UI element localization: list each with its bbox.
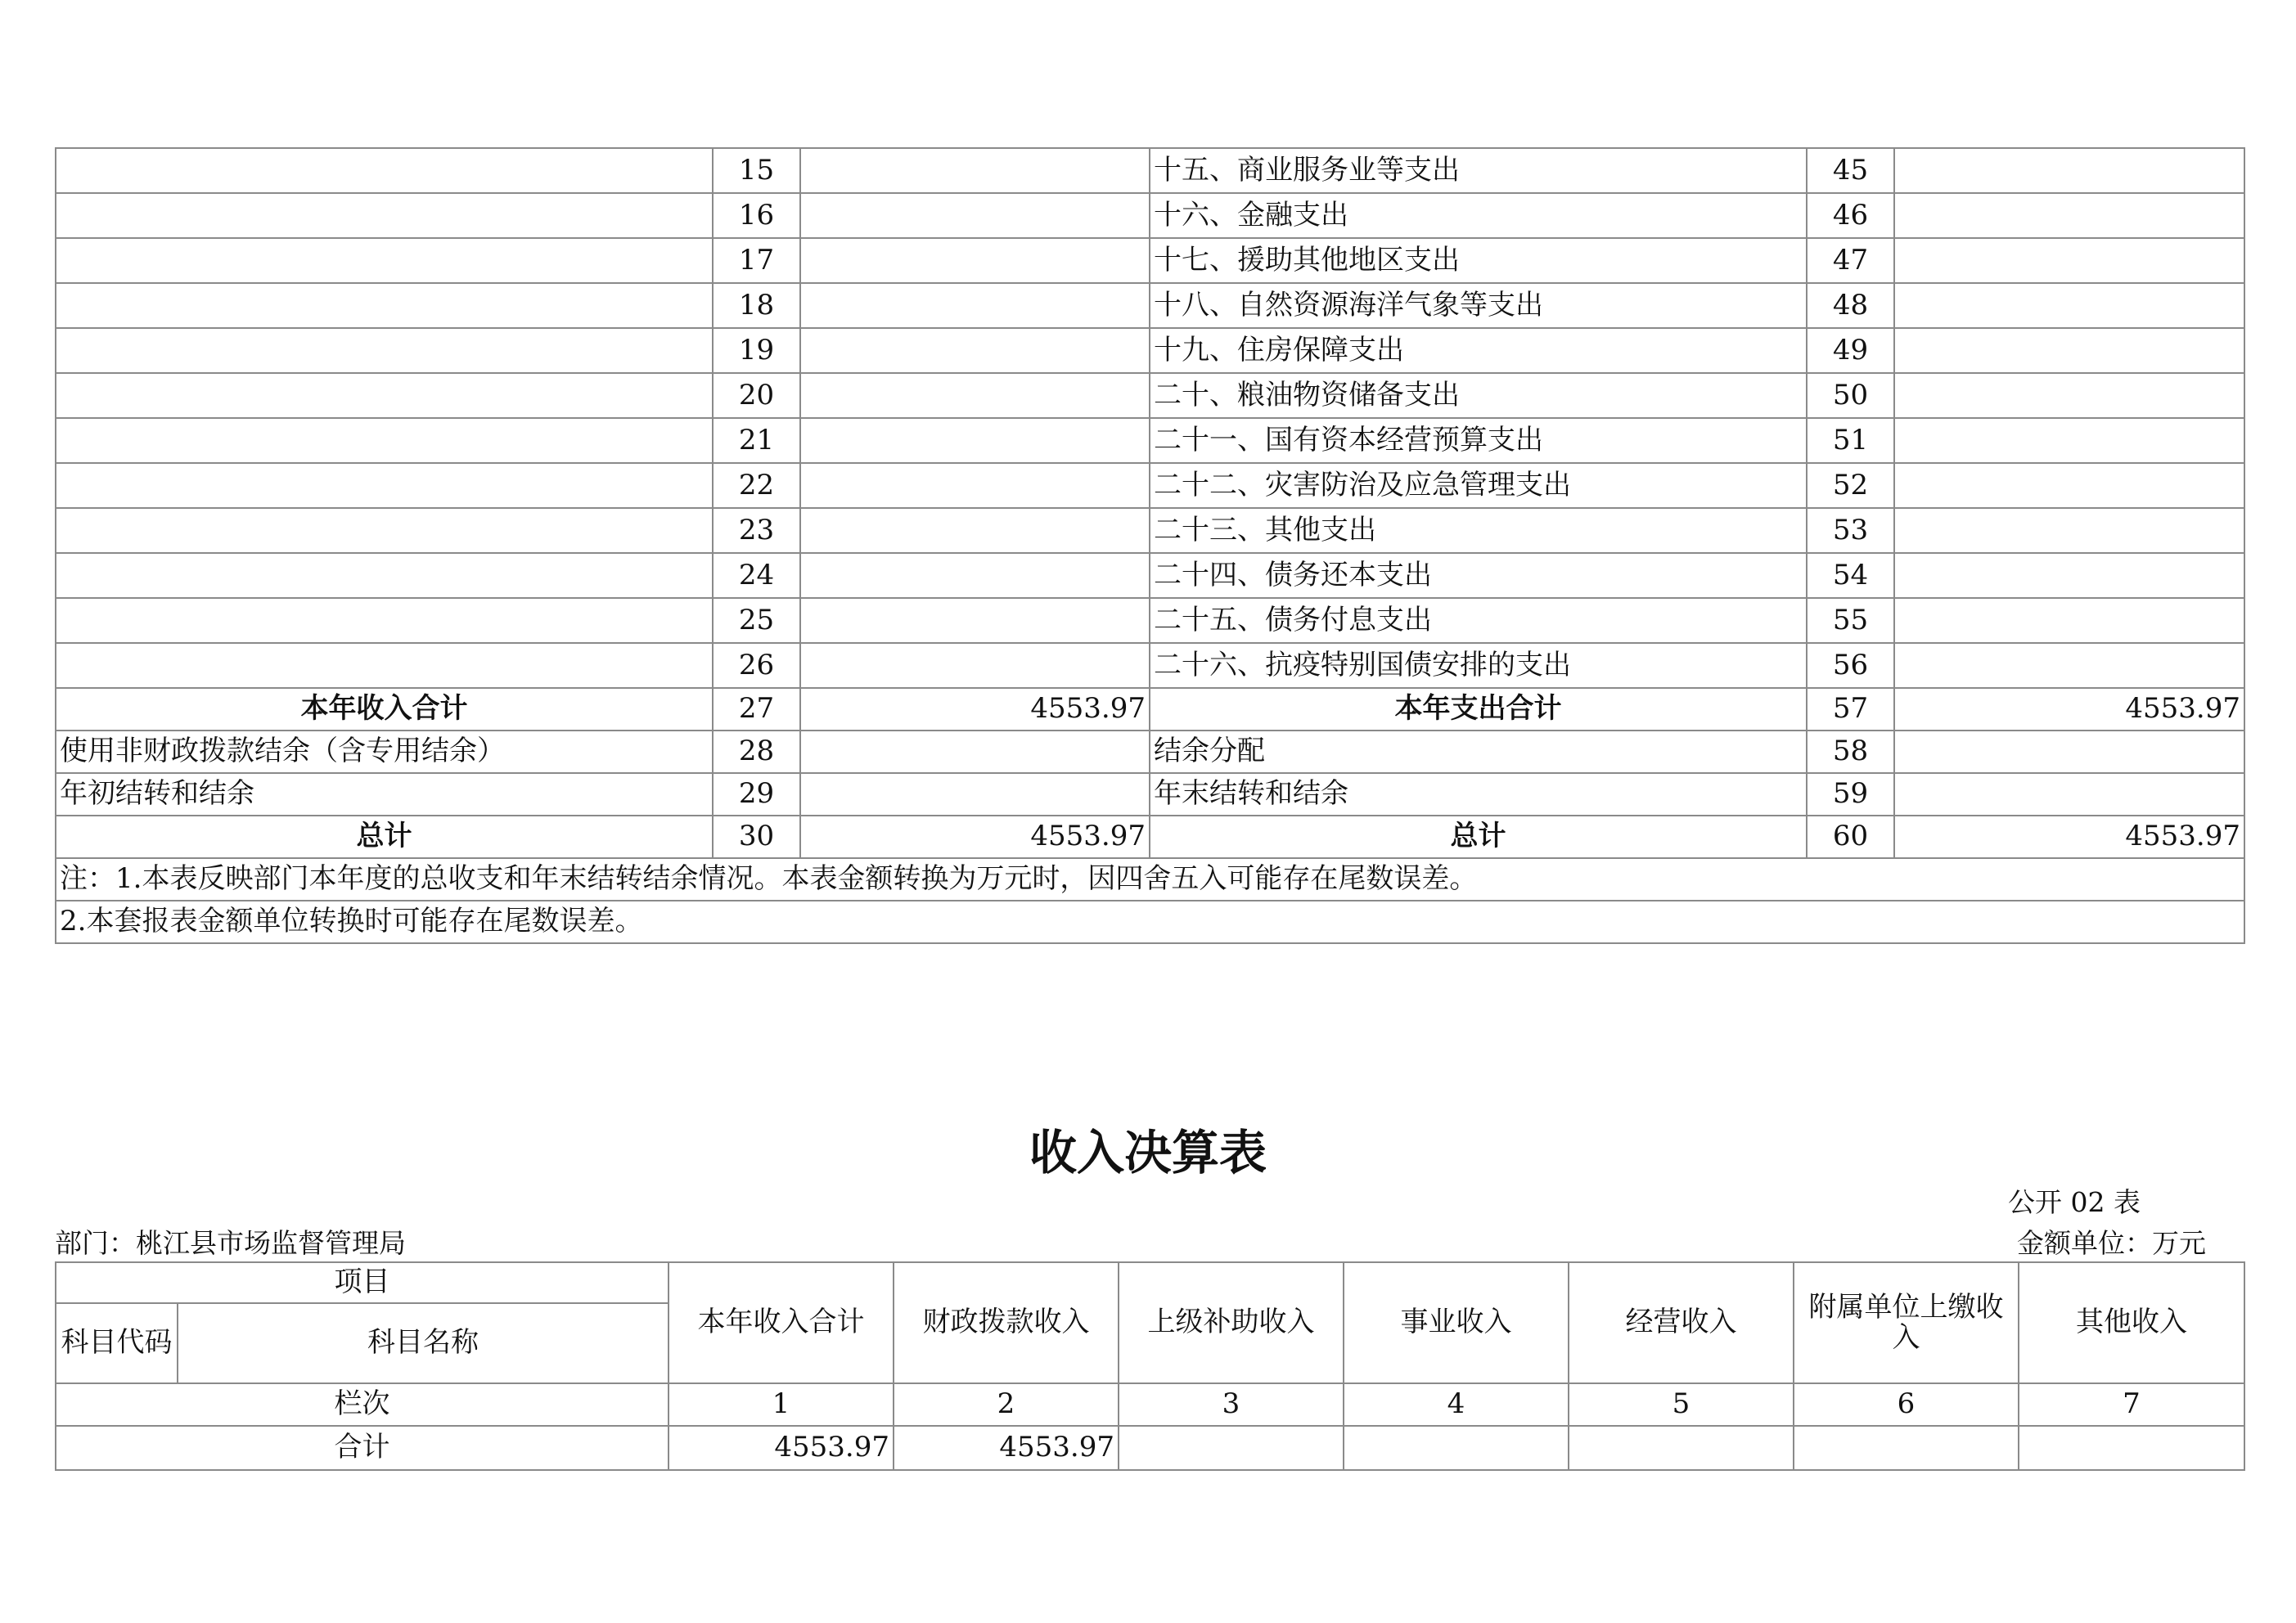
expense-item: 二十六、抗疫特别国债安排的支出 bbox=[1150, 643, 1807, 688]
expense-line-no: 55 bbox=[1807, 598, 1894, 643]
grand-total-income-label: 总计 bbox=[56, 816, 713, 858]
expense-amount bbox=[1894, 283, 2244, 328]
income-item bbox=[56, 643, 713, 688]
income-line-no: 30 bbox=[713, 816, 800, 858]
income-amount bbox=[800, 283, 1150, 328]
expense-line-no: 59 bbox=[1807, 773, 1894, 816]
header-col-affiliated: 附属单位上缴收入 bbox=[1794, 1262, 2019, 1383]
total-value bbox=[1794, 1426, 2019, 1470]
table-row bbox=[56, 148, 2244, 193]
header-subject-name: 科目名称 bbox=[178, 1303, 669, 1383]
expense-item: 十八、自然资源海洋气象等支出 bbox=[1150, 283, 1807, 328]
expense-line-no: 53 bbox=[1807, 508, 1894, 553]
table-row bbox=[56, 553, 2244, 598]
income-final-accounts-table bbox=[55, 1261, 2245, 1471]
income-item bbox=[56, 553, 713, 598]
expense-item: 二十四、债务还本支出 bbox=[1150, 553, 1807, 598]
table-row bbox=[56, 328, 2244, 373]
expense-line-no: 50 bbox=[1807, 373, 1894, 418]
income-line-no: 28 bbox=[713, 731, 800, 773]
expense-amount bbox=[1894, 643, 2244, 688]
page-title: 收入决算表 bbox=[1029, 1125, 1267, 1180]
expense-line-no: 56 bbox=[1807, 643, 1894, 688]
amount-unit-label: 金额单位：万元 bbox=[2017, 1227, 2206, 1259]
expense-amount bbox=[1894, 373, 2244, 418]
income-item bbox=[56, 598, 713, 643]
expense-amount bbox=[1894, 238, 2244, 283]
income-item: 使用非财政拨款结余（含专用结余） bbox=[56, 731, 713, 773]
expense-item: 二十三、其他支出 bbox=[1150, 508, 1807, 553]
header-subject-code: 科目代码 bbox=[56, 1303, 178, 1383]
income-item bbox=[56, 463, 713, 508]
department-label: 部门：桃江县市场监督管理局 bbox=[55, 1227, 406, 1259]
total-value bbox=[1569, 1426, 1794, 1470]
expense-item: 十七、援助其他地区支出 bbox=[1150, 238, 1807, 283]
total-value bbox=[2019, 1426, 2244, 1470]
total-value bbox=[1119, 1426, 1344, 1470]
expense-amount bbox=[1894, 328, 2244, 373]
table-row bbox=[56, 238, 2244, 283]
note-1: 注：1.本表反映部门本年度的总收支和年末结转结余情况。本表金额转换为万元时，因四舍五入可能存在尾数误差。 bbox=[56, 858, 2244, 901]
total-label: 合计 bbox=[56, 1426, 669, 1470]
note-row bbox=[56, 858, 2244, 901]
expense-item: 二十二、灾害防治及应急管理支出 bbox=[1150, 463, 1807, 508]
expense-item: 十六、金融支出 bbox=[1150, 193, 1807, 238]
income-item bbox=[56, 193, 713, 238]
table-row bbox=[56, 418, 2244, 463]
income-expenditure-table bbox=[55, 147, 2245, 944]
expense-item: 二十五、债务付息支出 bbox=[1150, 598, 1807, 643]
income-item bbox=[56, 328, 713, 373]
header-row bbox=[56, 1262, 2244, 1303]
expense-line-no: 45 bbox=[1807, 148, 1894, 193]
table-row bbox=[56, 193, 2244, 238]
column-index: 1 bbox=[669, 1383, 894, 1426]
annual-expense-total-value: 4553.97 bbox=[1894, 688, 2244, 731]
expense-amount bbox=[1894, 731, 2244, 773]
expense-item: 年末结转和结余 bbox=[1150, 773, 1807, 816]
table-row bbox=[56, 598, 2244, 643]
expense-amount bbox=[1894, 148, 2244, 193]
grand-total-row bbox=[56, 816, 2244, 858]
expense-amount bbox=[1894, 508, 2244, 553]
expense-amount bbox=[1894, 773, 2244, 816]
header-col-business: 事业收入 bbox=[1344, 1262, 1569, 1383]
note-row bbox=[56, 901, 2244, 943]
table-row bbox=[56, 463, 2244, 508]
column-index-row bbox=[56, 1383, 2244, 1426]
expense-line-no: 51 bbox=[1807, 418, 1894, 463]
annual-income-total-label: 本年收入合计 bbox=[56, 688, 713, 731]
column-index: 2 bbox=[894, 1383, 1119, 1426]
income-item bbox=[56, 148, 713, 193]
income-item bbox=[56, 373, 713, 418]
table-row bbox=[56, 508, 2244, 553]
expense-line-no: 58 bbox=[1807, 731, 1894, 773]
income-line-no: 29 bbox=[713, 773, 800, 816]
table-row bbox=[56, 731, 2244, 773]
annual-expense-total-label: 本年支出合计 bbox=[1150, 688, 1807, 731]
income-amount bbox=[800, 418, 1150, 463]
income-line-no: 23 bbox=[713, 508, 800, 553]
income-line-no: 17 bbox=[713, 238, 800, 283]
total-value: 4553.97 bbox=[894, 1426, 1119, 1470]
header-col-superior-subsidy: 上级补助收入 bbox=[1119, 1262, 1344, 1383]
grand-total-expense-label: 总计 bbox=[1150, 816, 1807, 858]
income-amount bbox=[800, 731, 1150, 773]
expense-line-no: 57 bbox=[1807, 688, 1894, 731]
income-amount bbox=[800, 328, 1150, 373]
income-line-no: 16 bbox=[713, 193, 800, 238]
form-number: 公开 02 表 bbox=[2008, 1186, 2141, 1218]
expense-line-no: 47 bbox=[1807, 238, 1894, 283]
expense-line-no: 54 bbox=[1807, 553, 1894, 598]
expense-item: 二十一、国有资本经营预算支出 bbox=[1150, 418, 1807, 463]
income-amount bbox=[800, 148, 1150, 193]
income-line-no: 20 bbox=[713, 373, 800, 418]
header-col-total: 本年收入合计 bbox=[669, 1262, 894, 1383]
expense-item: 二十、粮油物资储备支出 bbox=[1150, 373, 1807, 418]
total-value: 4553.97 bbox=[669, 1426, 894, 1470]
expense-amount bbox=[1894, 598, 2244, 643]
income-item bbox=[56, 283, 713, 328]
income-line-no: 15 bbox=[713, 148, 800, 193]
table-row bbox=[56, 283, 2244, 328]
total-value bbox=[1344, 1426, 1569, 1470]
income-amount bbox=[800, 373, 1150, 418]
income-item bbox=[56, 508, 713, 553]
income-amount bbox=[800, 553, 1150, 598]
income-amount bbox=[800, 463, 1150, 508]
income-line-no: 27 bbox=[713, 688, 800, 731]
income-amount bbox=[800, 508, 1150, 553]
income-amount bbox=[800, 193, 1150, 238]
income-line-no: 26 bbox=[713, 643, 800, 688]
income-item: 年初结转和结余 bbox=[56, 773, 713, 816]
income-item bbox=[56, 238, 713, 283]
column-index: 4 bbox=[1344, 1383, 1569, 1426]
total-row bbox=[56, 1426, 2244, 1470]
header-col-other: 其他收入 bbox=[2019, 1262, 2244, 1383]
column-index: 3 bbox=[1119, 1383, 1344, 1426]
expense-line-no: 60 bbox=[1807, 816, 1894, 858]
table-row bbox=[56, 773, 2244, 816]
expense-line-no: 52 bbox=[1807, 463, 1894, 508]
expense-amount bbox=[1894, 418, 2244, 463]
column-index: 7 bbox=[2019, 1383, 2244, 1426]
table-row bbox=[56, 643, 2244, 688]
column-index-label: 栏次 bbox=[56, 1383, 669, 1426]
annual-income-total-value: 4553.97 bbox=[800, 688, 1150, 731]
income-line-no: 24 bbox=[713, 553, 800, 598]
header-col-fiscal: 财政拨款收入 bbox=[894, 1262, 1119, 1383]
expense-amount bbox=[1894, 463, 2244, 508]
header-col-operating: 经营收入 bbox=[1569, 1262, 1794, 1383]
income-amount bbox=[800, 773, 1150, 816]
income-amount bbox=[800, 598, 1150, 643]
expense-item: 十九、住房保障支出 bbox=[1150, 328, 1807, 373]
note-2: 2.本套报表金额单位转换时可能存在尾数误差。 bbox=[56, 901, 2244, 943]
expense-line-no: 46 bbox=[1807, 193, 1894, 238]
income-amount bbox=[800, 238, 1150, 283]
column-index: 6 bbox=[1794, 1383, 2019, 1426]
income-amount bbox=[800, 643, 1150, 688]
annual-total-row bbox=[56, 688, 2244, 731]
expense-line-no: 49 bbox=[1807, 328, 1894, 373]
income-line-no: 18 bbox=[713, 283, 800, 328]
income-line-no: 19 bbox=[713, 328, 800, 373]
income-line-no: 21 bbox=[713, 418, 800, 463]
expense-item: 结余分配 bbox=[1150, 731, 1807, 773]
table-row bbox=[56, 373, 2244, 418]
expense-line-no: 48 bbox=[1807, 283, 1894, 328]
expense-amount bbox=[1894, 193, 2244, 238]
expense-amount bbox=[1894, 553, 2244, 598]
income-line-no: 22 bbox=[713, 463, 800, 508]
expense-item: 十五、商业服务业等支出 bbox=[1150, 148, 1807, 193]
header-item: 项目 bbox=[56, 1262, 669, 1303]
grand-total-income-value: 4553.97 bbox=[800, 816, 1150, 858]
income-item bbox=[56, 418, 713, 463]
column-index: 5 bbox=[1569, 1383, 1794, 1426]
grand-total-expense-value: 4553.97 bbox=[1894, 816, 2244, 858]
income-line-no: 25 bbox=[713, 598, 800, 643]
